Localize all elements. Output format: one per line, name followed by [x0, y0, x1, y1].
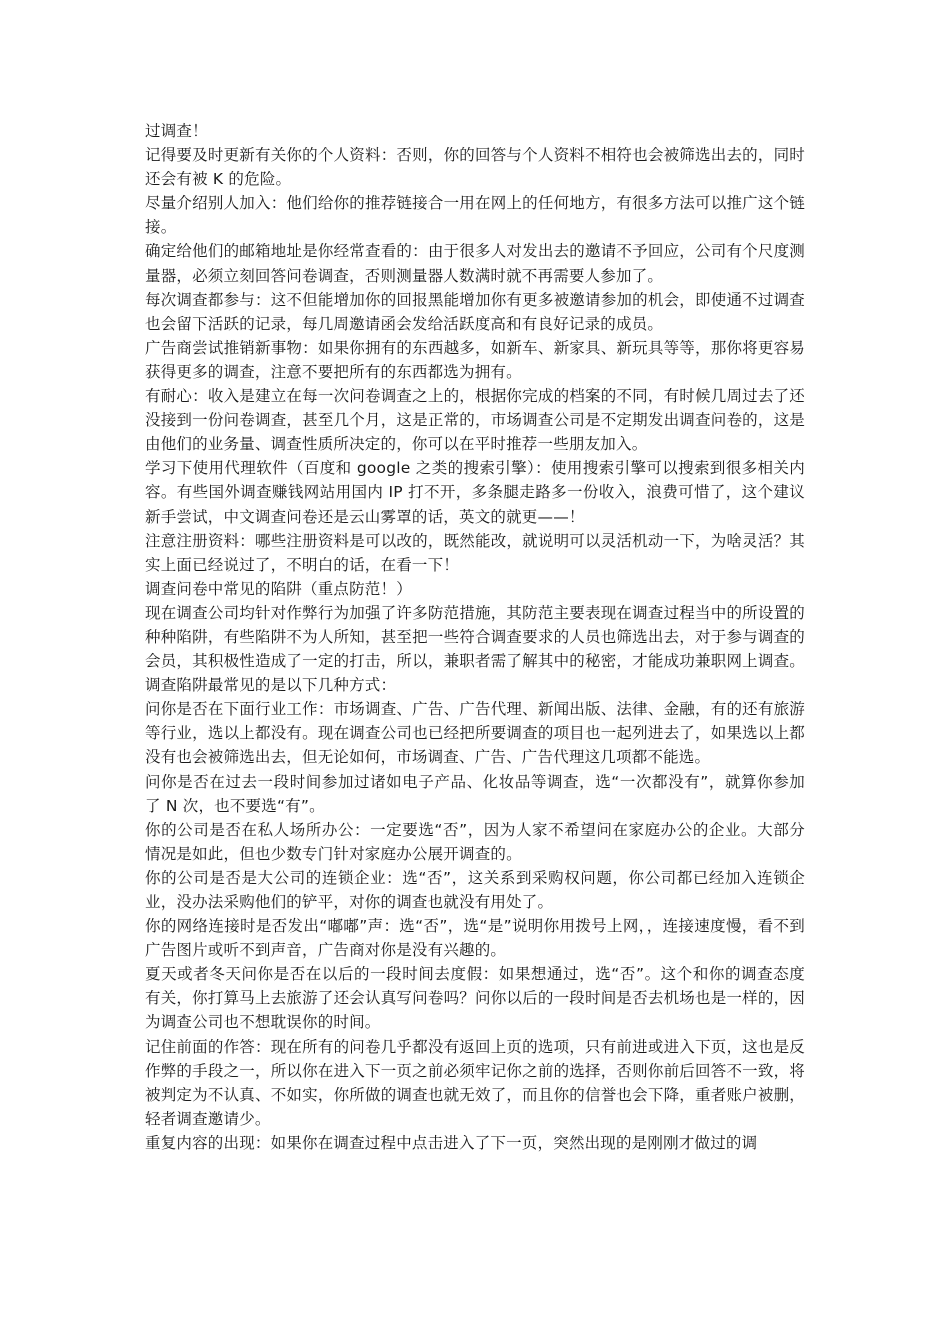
- paragraph-17: 夏天或者冬天问你是否在以后的一段时间去度假：如果想通过，选“否”。这个和你的调查态度有关，你打算马上去旅游了还会认真写问卷吗？问你以后的一段时间是否去机场也是一样的，因为调查公司也不想耽误你的时间。: [145, 965, 805, 1032]
- paragraph-4: 确定给他们的邮箱地址是你经常查看的：由于很多人对发出去的邀请不予回应，公司有个尺度测量器，必须立刻回答问卷调查，否则测量器人数满时就不再需要人参加了。: [145, 242, 805, 285]
- paragraph-11: 现在调查公司均针对作弊行为加强了许多防范措施，其防范主要表现在调查过程当中的所设置的种种陷阱，有些陷阱不为人所知，甚至把一些符合调查要求的人员也筛选出去，对于参与调查的会员，其积极性造成了一定的打击，所以，兼职者需了解其中的秘密，才能成功兼职网上调查。调查陷阱最常见的是以下几种方式：: [145, 603, 805, 695]
- document-body: [145, 119, 805, 1155]
- paragraph-13: 问你是否在过去一段时间参加过诸如电子产品、化妆品等调查，选“一次都没有”，就算你参加了 N 次，也不要选“有”。: [145, 772, 805, 815]
- paragraph-19: 重复内容的出现：如果你在调查过程中点击进入了下一页，突然出现的是刚刚才做过的调: [145, 1133, 758, 1152]
- paragraph-12: 问你是否在下面行业工作：市场调查、广告、广告代理、新闻出版、法律、金融，有的还有旅游等行业，选以上都没有。现在调查公司也已经把所要调查的项目也一起列进去了，如果选以上都没有也会被筛选出去，但无论如何，市场调查、广告、广告代理这几项都不能选。: [145, 700, 805, 767]
- paragraph-5: 每次调查都参与：这不但能增加你的回报黑能增加你有更多被邀请参加的机会，即使通不过调查也会留下活跃的记录，每几周邀请函会发给活跃度高和有良好记录的成员。: [145, 290, 805, 333]
- paragraph-16: 你的网络连接时是否发出“嘟嘟”声：选“否”，选“是”说明你用拨号上网，，连接速度慢，看不到广告图片或听不到声音，广告商对你是没有兴趣的。: [145, 917, 805, 960]
- paragraph-2: 记得要及时更新有关你的个人资料：否则，你的回答与个人资料不相符也会被筛选出去的，同时还会有被 K 的危险。: [145, 146, 805, 189]
- paragraph-14: 你的公司是否在私人场所办公：一定要选“否”，因为人家不希望问在家庭办公的企业。大部分情况是如此，但也少数专门针对家庭办公展开调查的。: [145, 820, 805, 863]
- paragraph-9: 注意注册资料：哪些注册资料是可以改的，既然能改，就说明可以灵活机动一下，为啥灵活？其实上面已经说过了，不明白的话，在看一下！: [145, 531, 805, 574]
- paragraph-18: 记住前面的作答：现在所有的问卷几乎都没有返回上页的选项，只有前进或进入下页，这也是反作弊的手段之一，所以你在进入下一页之前必须牢记你之前的选择，否则你前后回答不一致，将被判定为不认真、不如实，你所做的调查也就无效了，而且你的信誉也会下降，重者账户被删，轻者调查邀请少。: [145, 1037, 805, 1128]
- paragraph-8: 学习下使用代理软件（百度和 google 之类的搜索引擎）：使用搜索引擎可以搜索到很多相关内容。有些国外调查赚钱网站用国内 IP 打不开，多条腿走路多一份收入，浪费可惜了，这个建议新手尝试，中文调查问卷还是云山雾罩的话，英文的就更——！: [145, 459, 805, 526]
- paragraph-6: 广告商尝试推销新事物：如果你拥有的东西越多，如新车、新家具、新玩具等等，那你将更容易获得更多的调查，注意不要把所有的东西都选为拥有。: [145, 338, 805, 381]
- section-heading: 调查问卷中常见的陷阱（重点防范！）: [145, 579, 412, 598]
- paragraph-1: 过调查！: [145, 122, 208, 140]
- paragraph-3: 尽量介绍别人加入：他们给你的推荐链接合一用在网上的任何地方，有很多方法可以推广这个链接。: [145, 194, 805, 237]
- paragraph-15: 你的公司是否是大公司的连锁企业：选“否”，这关系到采购权问题，你公司都已经加入连锁企业，没办法采购他们的铲平，对你的调查也就没有用处了。: [145, 868, 805, 911]
- paragraph-7: 有耐心：收入是建立在每一次问卷调查之上的，根据你完成的档案的不同，有时候几周过去了还没接到一份问卷调查，甚至几个月，这是正常的，市场调查公司是不定期发出调查问卷的，这是由他们的业务量、调查性质所决定的，你可以在平时推荐一些朋友加入。: [145, 387, 805, 454]
